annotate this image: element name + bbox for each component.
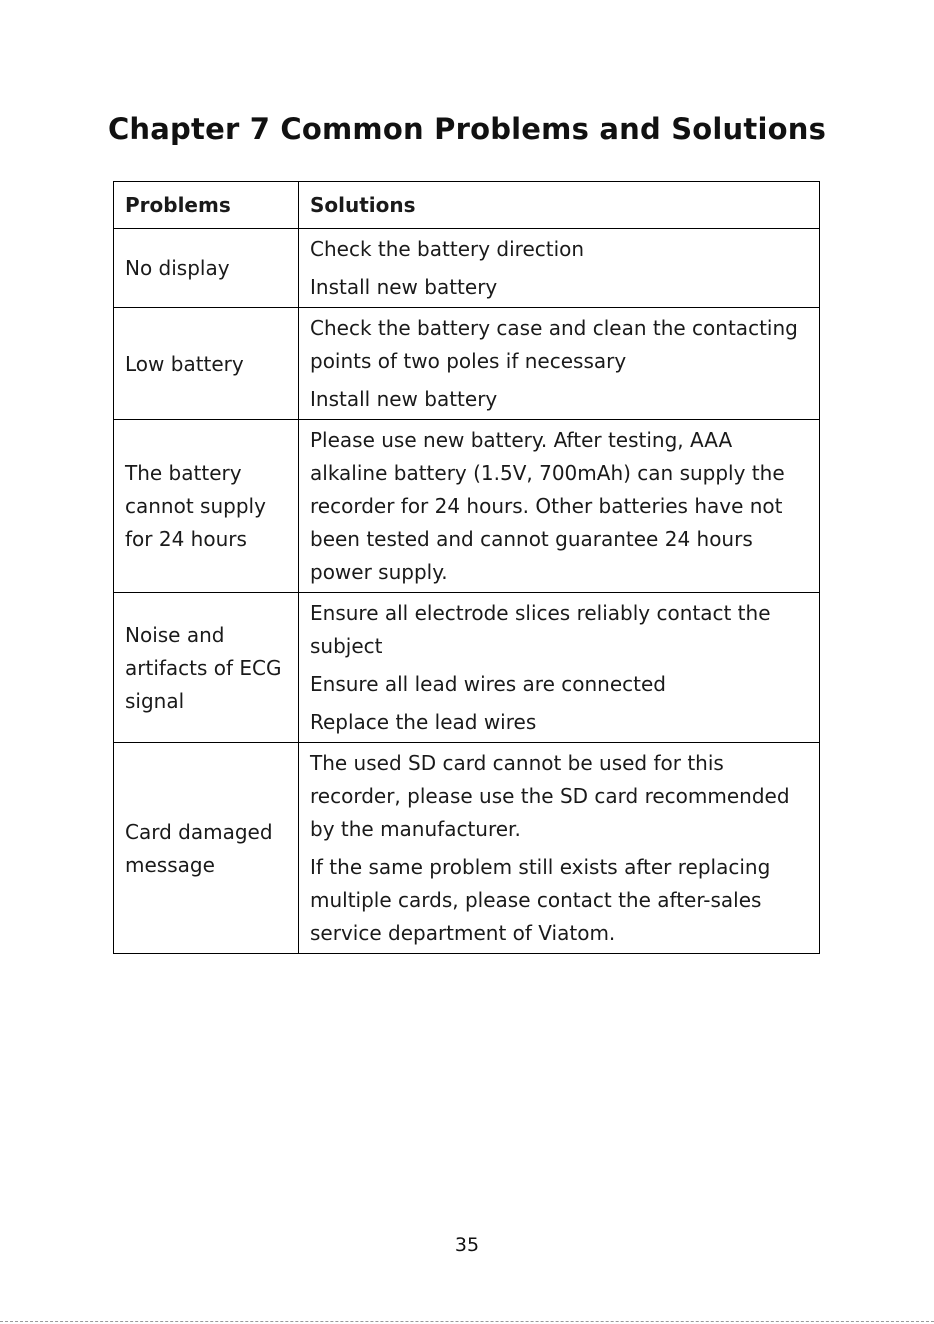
- solution-text: Replace the lead wires: [310, 710, 537, 734]
- solution-cell: [299, 229, 820, 308]
- solution-cell: [299, 420, 820, 593]
- table-row: [114, 229, 820, 308]
- problems-solutions-table: [113, 181, 820, 954]
- solution-text: Install new battery: [310, 275, 498, 299]
- solution-text: Ensure all electrode slices reliably contact the subject: [310, 601, 771, 658]
- solution-cell: [299, 743, 820, 954]
- solution-text: If the same problem still exists after replacing multiple cards, please contact the after-sales service department of Viatom.: [310, 855, 771, 945]
- table-row: [114, 593, 820, 743]
- page-number: 35: [454, 1234, 480, 1256]
- solution-cell: [299, 593, 820, 743]
- table-row: [114, 420, 820, 593]
- problem-cell: Low battery: [114, 308, 299, 420]
- solution-text: Please use new battery. After testing, AAA alkaline battery (1.5V, 700mAh) can supply the recorder for 24 hours. Other batteries have not been tested and cannot guarantee 24 hours power supply.: [310, 428, 785, 584]
- solution-text: Install new battery: [310, 387, 498, 411]
- problem-cell: No display: [114, 229, 299, 308]
- solution-cell: [299, 308, 820, 420]
- footer-divider: [0, 1321, 934, 1322]
- problems-column-header: Problems: [114, 182, 299, 229]
- solutions-column-header: Solutions: [299, 182, 820, 229]
- solution-text: Check the battery case and clean the contacting points of two poles if necessary: [310, 316, 798, 373]
- solution-text: Ensure all lead wires are connected: [310, 672, 666, 696]
- problem-cell: Card damaged message: [114, 743, 299, 954]
- solution-text: Check the battery direction: [310, 237, 585, 261]
- page-title: Chapter 7 Common Problems and Solutions: [107, 112, 827, 146]
- problem-cell: Noise and artifacts of ECG signal: [114, 593, 299, 743]
- table-header-row: [114, 182, 820, 229]
- table-row: [114, 743, 820, 954]
- problem-cell: The battery cannot supply for 24 hours: [114, 420, 299, 593]
- solution-text: The used SD card cannot be used for this recorder, please use the SD card recommended by the manufacturer.: [310, 751, 790, 841]
- table-row: [114, 308, 820, 420]
